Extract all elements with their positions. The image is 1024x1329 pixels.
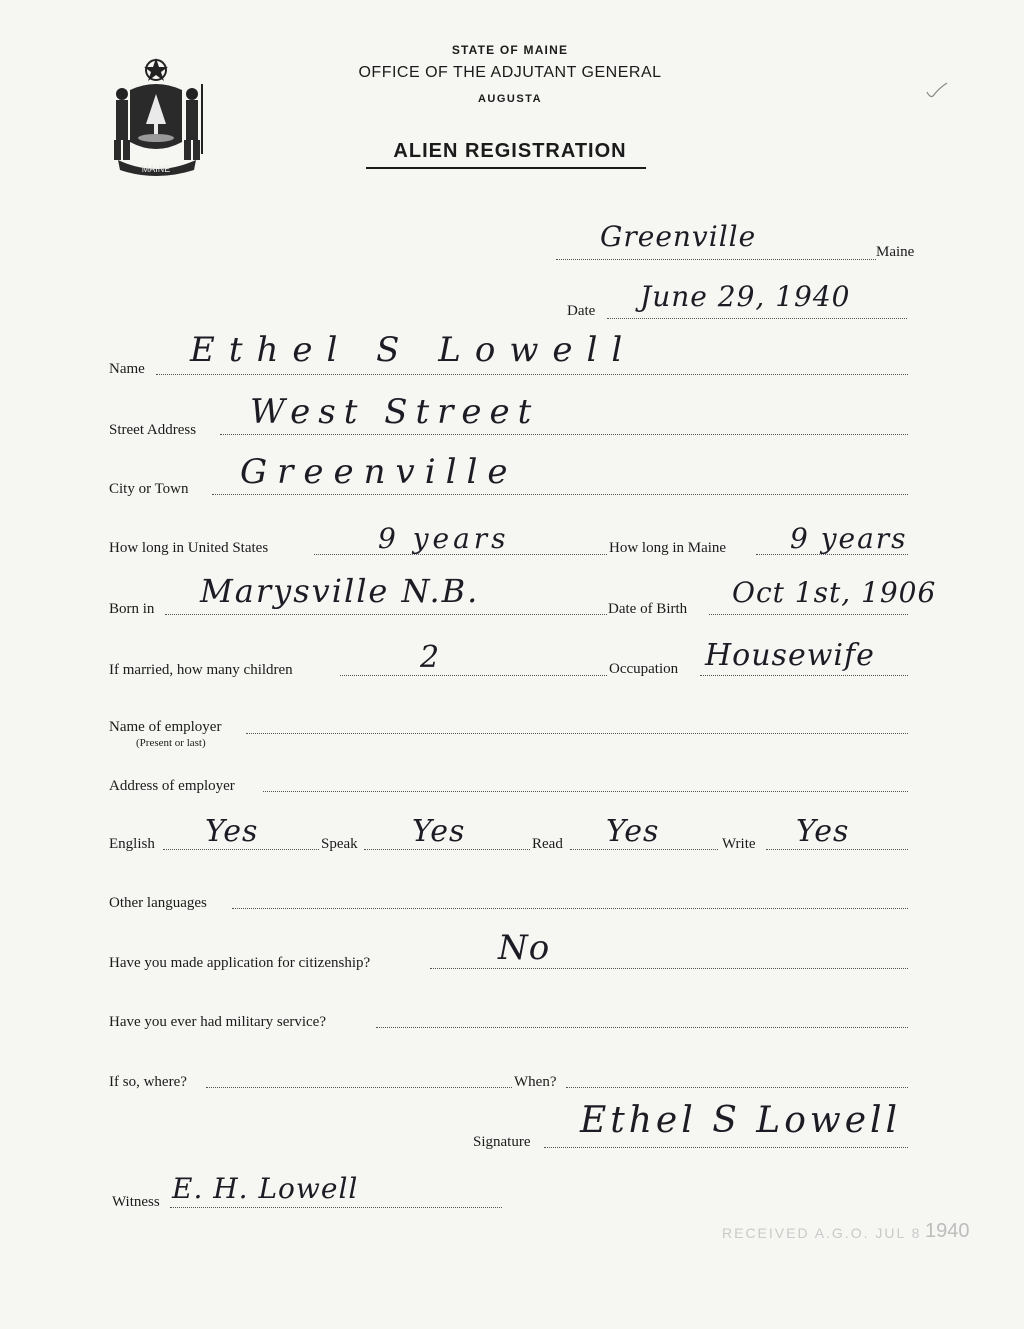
city-label: City or Town <box>109 481 189 497</box>
street-address-dots <box>220 434 908 435</box>
when-dots <box>566 1087 908 1088</box>
other-languages-label: Other languages <box>109 895 207 911</box>
received-stamp: RECEIVED A.G.O. JUL 8 <box>722 1225 922 1241</box>
name-value: Ethel S Lowell <box>190 330 637 370</box>
name-dots <box>156 374 908 375</box>
citizenship-value: No <box>498 928 551 968</box>
seal-banner-text: MAINE <box>141 164 171 174</box>
witness-value: E. H. Lowell <box>172 1172 359 1205</box>
english-label: English <box>109 836 155 852</box>
title-underline <box>366 167 646 169</box>
where-dots <box>206 1087 512 1088</box>
write-value: Yes <box>796 814 850 849</box>
military-label: Have you ever had military service? <box>109 1014 326 1030</box>
maine-duration-label: How long in Maine <box>609 540 727 556</box>
occupation-label: Occupation <box>609 661 679 677</box>
read-dots <box>570 849 718 850</box>
witness-dots <box>170 1207 502 1208</box>
employer-name-sublabel: (Present or last) <box>136 737 206 749</box>
date-dots <box>607 318 907 319</box>
english-value: Yes <box>205 814 259 849</box>
dob-label: Date of Birth <box>608 601 688 617</box>
place-suffix-label: Maine <box>876 244 915 260</box>
state-of-maine-seal-icon <box>108 54 214 178</box>
us-duration-label: How long in United States <box>109 540 269 556</box>
citizenship-label: Have you made application for citizenship? <box>109 955 371 971</box>
city-value: Greenville <box>240 452 518 492</box>
born-in-value: Marysville N.B. <box>200 572 480 610</box>
read-value: Yes <box>606 814 660 849</box>
place-value: Greenville <box>600 220 757 253</box>
street-address-label: Street Address <box>109 422 197 438</box>
read-label: Read <box>532 836 563 852</box>
street-address-value: West Street <box>250 392 540 432</box>
where-label: If so, where? <box>109 1074 187 1090</box>
citizenship-dots <box>430 968 908 969</box>
employer-address-dots <box>263 791 908 792</box>
occupation-value: Housewife <box>705 638 875 673</box>
employer-address-label: Address of employer <box>109 778 235 794</box>
military-dots <box>376 1027 908 1028</box>
header-city: AUGUSTA <box>477 93 543 105</box>
children-value: 2 <box>420 640 441 675</box>
other-languages-dots <box>232 908 908 909</box>
us-duration-value: 9 years <box>378 522 510 555</box>
children-label: If married, how many children <box>109 662 293 678</box>
signature-dots <box>544 1147 908 1148</box>
when-label: When? <box>514 1074 557 1090</box>
header-state: STATE OF MAINE <box>451 43 569 57</box>
header-office: OFFICE OF THE ADJUTANT GENERAL <box>358 64 662 81</box>
page-title: ALIEN REGISTRATION <box>393 140 627 162</box>
received-stamp-year: 1940 <box>925 1220 970 1242</box>
maine-duration-value: 9 years <box>790 522 908 555</box>
check-mark-icon <box>925 80 949 100</box>
born-in-dots <box>165 614 607 615</box>
employer-name-dots <box>246 733 908 734</box>
occupation-dots <box>700 675 908 676</box>
write-label: Write <box>722 836 756 852</box>
employer-name-label: Name of employer <box>109 719 222 735</box>
city-dots <box>212 494 908 495</box>
witness-label: Witness <box>112 1194 160 1210</box>
signature-label: Signature <box>473 1134 531 1150</box>
speak-dots <box>364 849 530 850</box>
dob-dots <box>709 614 908 615</box>
signature-value: Ethel S Lowell <box>580 1100 902 1141</box>
speak-label: Speak <box>321 836 358 852</box>
place-dots <box>556 259 876 260</box>
children-dots <box>340 675 607 676</box>
write-dots <box>766 849 908 850</box>
dob-value: Oct 1st, 1906 <box>732 576 937 609</box>
date-label: Date <box>567 303 596 319</box>
born-in-label: Born in <box>109 601 155 617</box>
date-value: June 29, 1940 <box>640 280 851 313</box>
speak-value: Yes <box>412 814 466 849</box>
english-dots <box>163 849 319 850</box>
name-label: Name <box>109 361 145 377</box>
